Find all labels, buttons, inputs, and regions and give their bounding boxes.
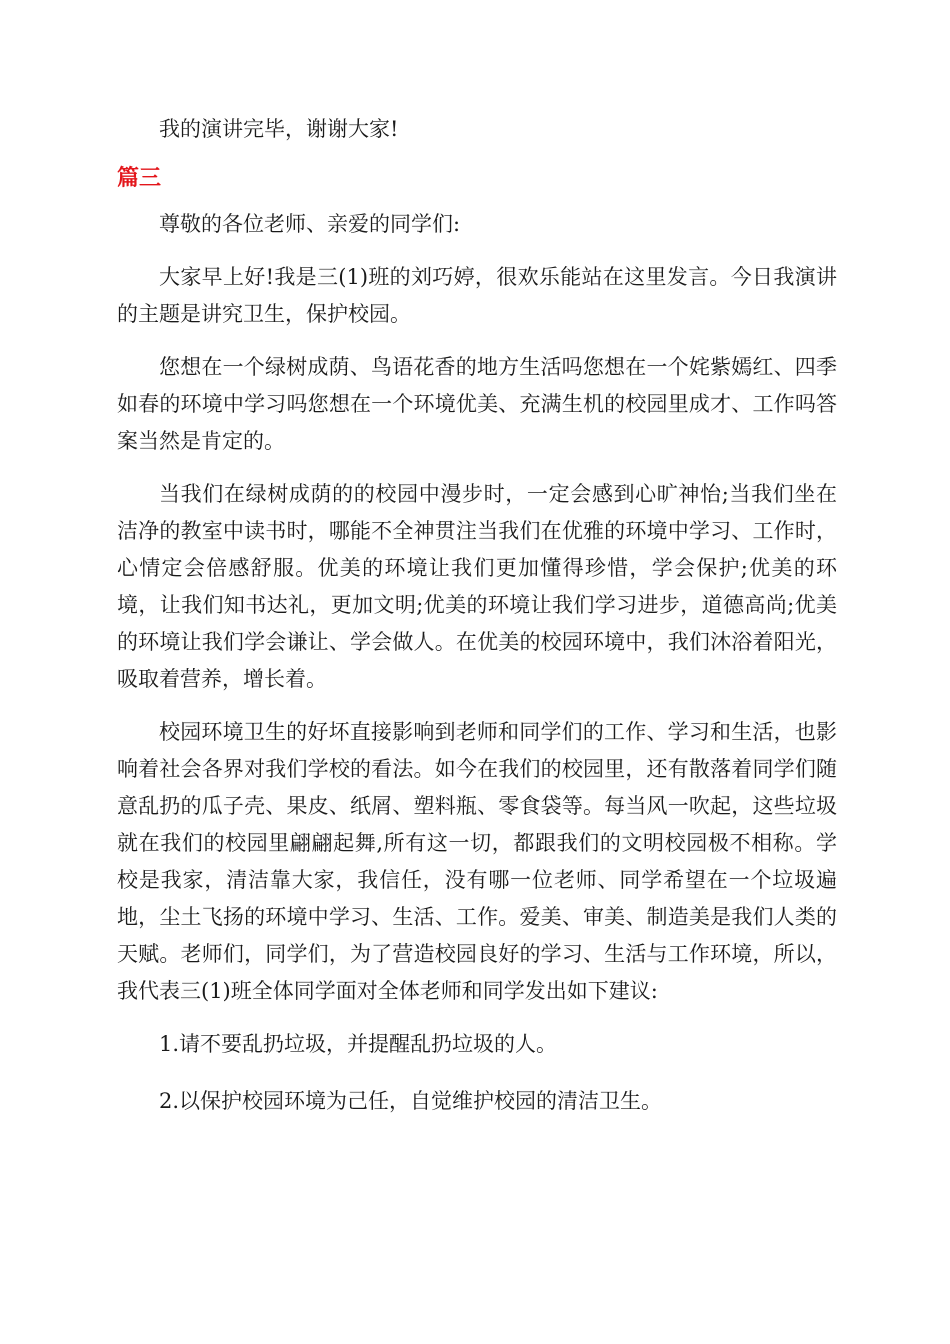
document-body <box>117 111 837 1140</box>
section-heading: 篇三 <box>117 166 162 191</box>
paragraph: 当我们在绿树成荫的的校园中漫步时，一定会感到心旷神怡;当我们坐在洁净的教室中读书时，哪能不全神贯注当我们在优雅的环境中学习、工作时，心情定会倍感舒服。优美的环境让我们更加懂得珍惜，学会保护;优美的环境，让我们知书达礼，更加文明;优美的环境让我们学习进步，道德高尚;优美的环境让我们学会谦让、学会做人。在优美的校园环境中，我们沐浴着阳光，吸取着营养，增长着。 <box>117 482 837 691</box>
greeting-line: 尊敬的各位老师、亲爱的同学们: <box>159 212 461 236</box>
paragraph: 校园环境卫生的好坏直接影响到老师和同学们的工作、学习和生活，也影响着社会各界对我们学校的看法。如今在我们的校园里，还有散落着同学们随意乱扔的瓜子壳、果皮、纸屑、塑料瓶、零食袋等。每当风一吹起，这些垃圾就在我们的校园里翩翩起舞,所有这一切，都跟我们的文明校园极不相称。学校是我家，清洁靠大家，我信任，没有哪一位老师、同学希望在一个垃圾遍地，尘土飞扬的环境中学习、生活、工作。爱美、审美、制造美是我们人类的天赋。老师们，同学们，为了营造校园良好的学习、生活与工作环境，所以，我代表三(1)班全体同学面对全体老师和同学发出如下建议: <box>117 720 837 1003</box>
suggestion-item: 1.请不要乱扔垃圾，并提醒乱扔垃圾的人。 <box>159 1032 558 1056</box>
closing-line: 我的演讲完毕，谢谢大家! <box>159 117 399 141</box>
paragraph: 大家早上好!我是三(1)班的刘巧婷，很欢乐能站在这里发言。今日我演讲的主题是讲究卫生，保护校园。 <box>117 265 837 326</box>
suggestion-item: 2.以保护校园环境为己任，自觉维护校园的清洁卫生。 <box>159 1089 663 1113</box>
paragraph: 您想在一个绿树成荫、鸟语花香的地方生活吗您想在一个姹紫嫣红、四季如春的环境中学习吗您想在一个环境优美、充满生机的校园里成才、工作吗答案当然是肯定的。 <box>117 355 837 453</box>
